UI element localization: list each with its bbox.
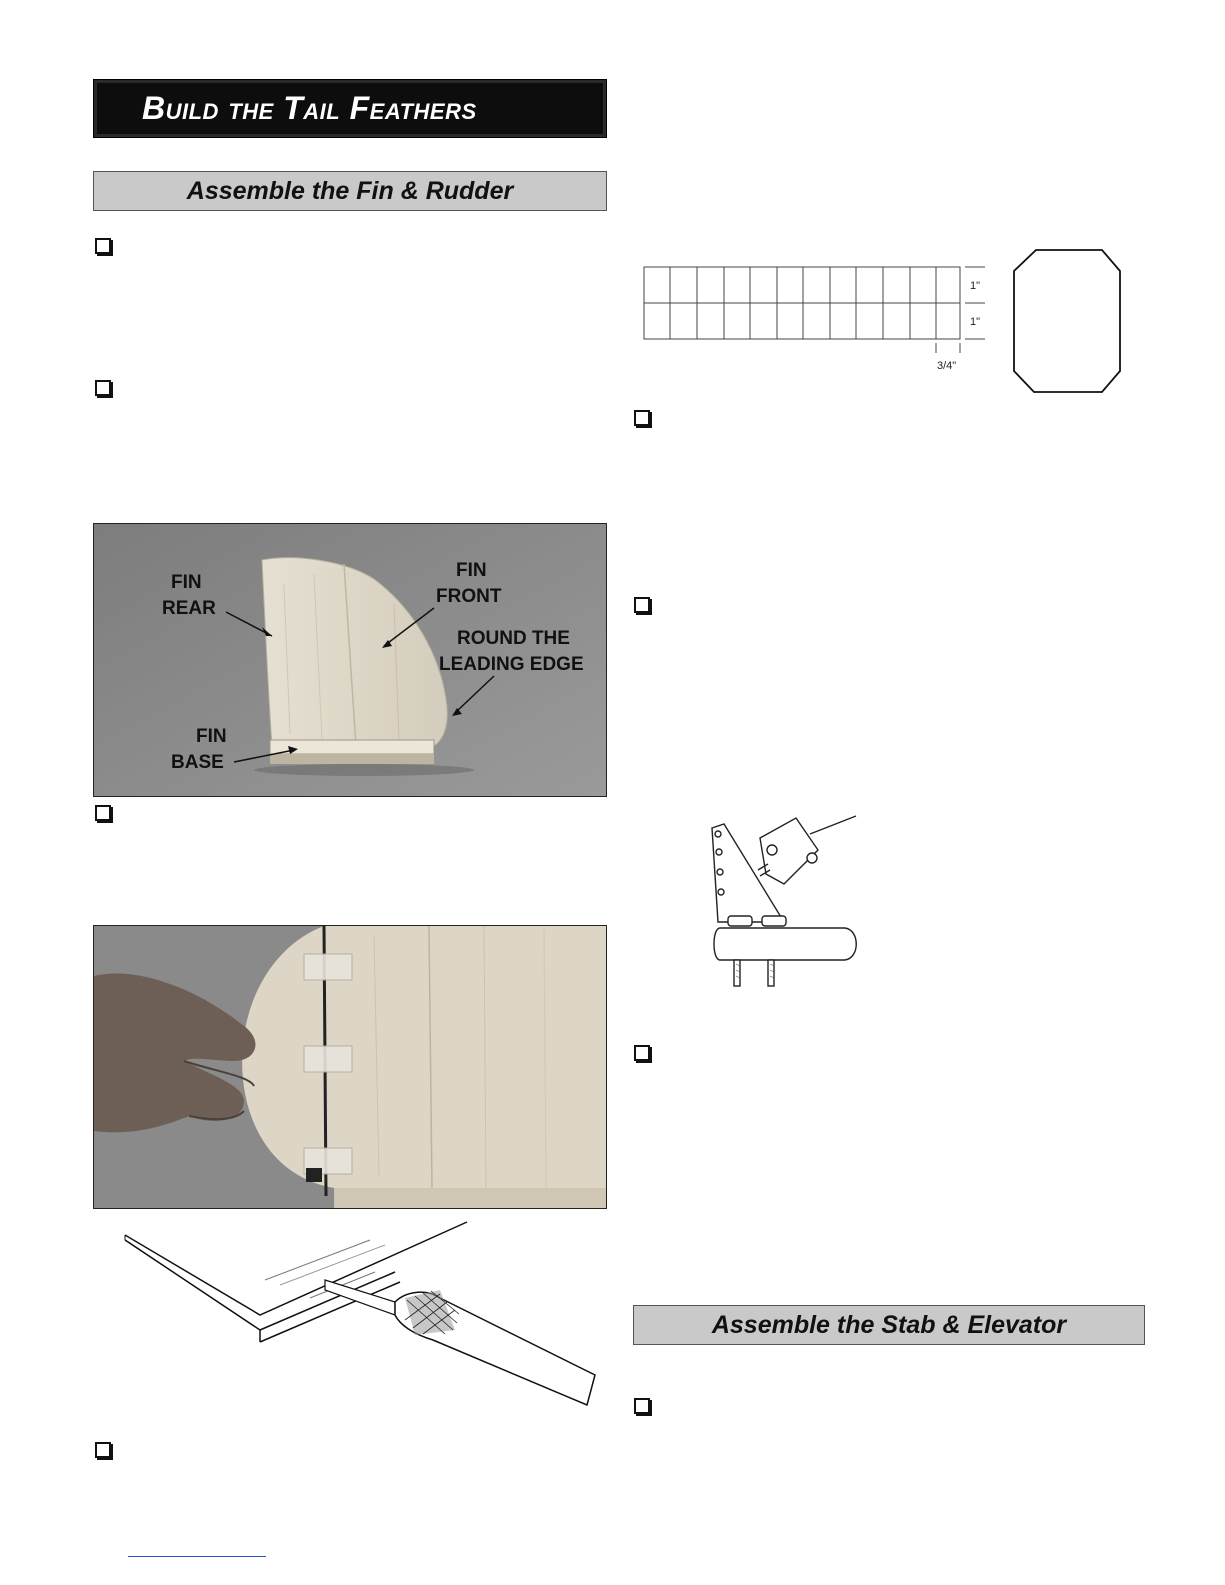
step-checkbox[interactable] [95,1442,111,1458]
section-heading-stab-elevator [633,1305,1145,1345]
dim-label-top: 1" [970,280,981,292]
fin-base-label-line1: FIN [196,726,227,747]
fin-front-label-line1: FIN [456,560,487,581]
fin-rear-label-line1: FIN [171,572,202,593]
step-checkbox[interactable] [634,1045,650,1061]
fin-front-label-line2: FRONT [436,586,502,607]
round-edge-label-line1: ROUND THE [457,628,570,649]
dim-label-bottom: 1" [970,316,981,328]
step-checkbox[interactable] [634,597,650,613]
step-checkbox[interactable] [634,410,650,426]
footer-link-underline [128,1556,266,1557]
section-heading-fin-rudder [93,171,607,211]
step-checkbox[interactable] [634,1398,650,1414]
blade-cutting-illustration [95,1210,605,1410]
section-heading-text: Assemble the Fin & Rudder [186,176,514,205]
page-title: Build the Tail Feathers [142,90,477,126]
step-checkbox[interactable] [95,380,111,396]
dim-label-width: 3/4" [937,360,957,372]
fin-base-label-line2: BASE [171,752,224,773]
fin-assembly-photo [93,523,607,797]
control-horn-drawing [700,810,860,990]
round-edge-label-line2: LEADING EDGE [439,654,584,675]
fin-rear-label-line2: REAR [162,598,216,619]
hinge-template-drawing [640,245,1130,397]
section-heading-text: Assemble the Stab & Elevator [711,1310,1067,1339]
page-title-banner [94,80,606,137]
step-checkbox[interactable] [95,805,111,821]
step-checkbox[interactable] [95,238,111,254]
rudder-hinge-photo [93,925,607,1209]
